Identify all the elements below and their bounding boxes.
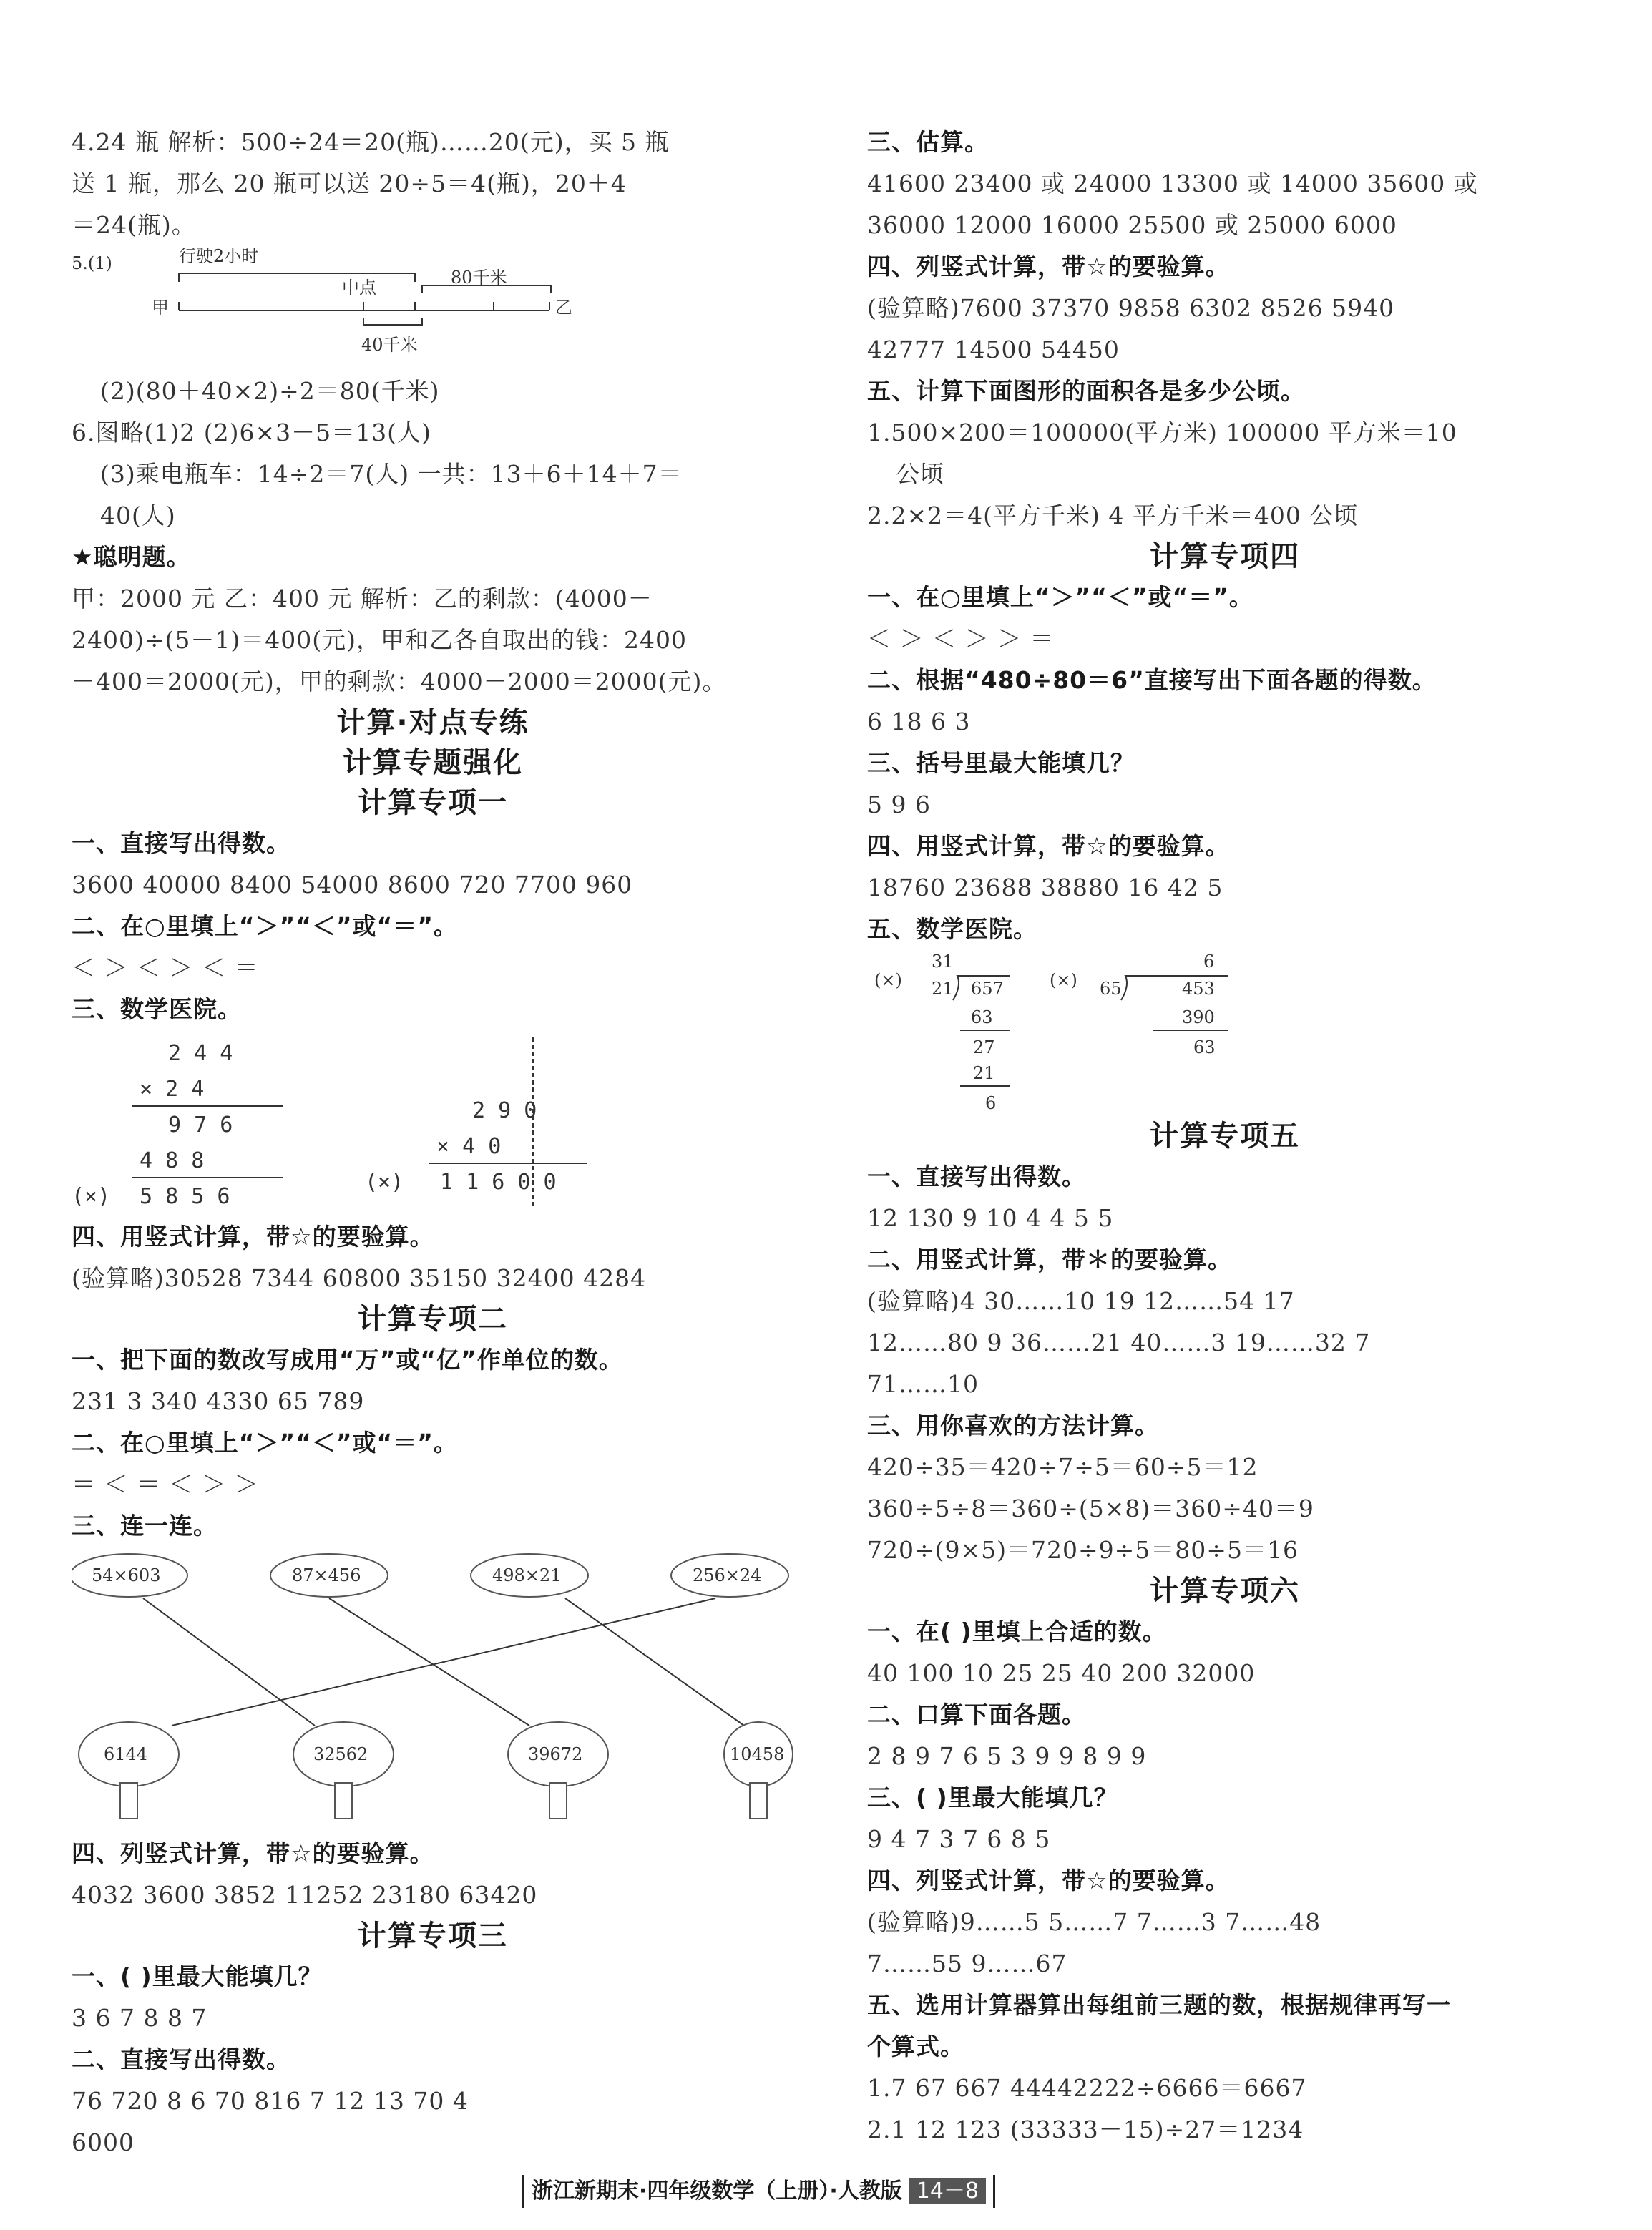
question-heading: 一、在( )里填上合适的数。 xyxy=(867,1618,1167,1645)
answer-line: 420÷35＝420÷7÷5＝60÷5＝12 xyxy=(867,1453,1258,1481)
step-value: 21 xyxy=(973,1063,995,1083)
question-heading: 二、在○里填上“＞”“＜”或“＝”。 xyxy=(72,1429,458,1457)
tree-label: 32562 xyxy=(313,1744,368,1764)
section-title: 计算专项一 xyxy=(358,786,508,819)
section-title: 计算·对点专练 xyxy=(336,706,529,739)
question-heading: 一、直接写出得数。 xyxy=(72,829,290,857)
quotient: 31 xyxy=(932,952,954,972)
page-number: 14－8 xyxy=(909,2178,986,2204)
cloud-label: 54×603 xyxy=(92,1565,161,1585)
right-column xyxy=(867,122,1583,2151)
tree-icon xyxy=(508,1722,608,1819)
page-footer xyxy=(522,2175,995,2208)
answer-line: 4032 3600 3852 11252 23180 63420 xyxy=(72,1881,538,1909)
calc-row: 5 8 5 6 xyxy=(140,1184,230,1209)
diagram-mid-label: 中点 xyxy=(342,278,376,298)
divisor: 21 xyxy=(932,979,954,999)
quotient: 6 xyxy=(1203,952,1215,972)
question-heading: 三、连一连。 xyxy=(72,1512,218,1540)
answer-line: 7……55 9……67 xyxy=(867,1950,1067,1977)
match-line xyxy=(329,1598,529,1726)
step-value: 27 xyxy=(973,1037,995,1057)
question-heading: 一、( )里最大能填几？ xyxy=(72,1962,323,1990)
question-heading: 三、括号里最大能填几？ xyxy=(867,749,1135,777)
question-heading: 二、口算下面各题。 xyxy=(867,1701,1086,1728)
question-heading: 五、计算下面图形的面积各是多少公顷。 xyxy=(867,377,1305,405)
question-heading: 三、用你喜欢的方法计算。 xyxy=(867,1412,1159,1439)
answer-line: 2400)÷(5－1)＝400(元)，甲和乙各自取出的钱：2400 xyxy=(72,626,687,654)
question-heading: 三、数学医院。 xyxy=(72,995,242,1023)
error-mark: (×) xyxy=(874,970,902,990)
answer-line: 2 8 9 7 6 5 3 9 9 8 9 9 xyxy=(867,1742,1147,1770)
math-hospital-figure xyxy=(72,1030,794,1216)
calc-row: 2 4 4 xyxy=(168,1041,233,1066)
diagram-40km-label: 40千米 xyxy=(361,335,418,355)
vertical-multiplication-svg xyxy=(72,1030,715,1216)
cloud-icon xyxy=(671,1554,788,1597)
match-line xyxy=(172,1598,715,1726)
answer-line: 40 100 10 25 25 40 200 32000 xyxy=(867,1659,1256,1687)
section-title: 计算专项六 xyxy=(1150,1575,1300,1608)
tree-icon xyxy=(724,1722,793,1819)
answer-line: 9 4 7 3 7 6 8 5 xyxy=(867,1825,1051,1853)
match-line xyxy=(143,1598,315,1726)
tree-label: 39672 xyxy=(528,1744,583,1764)
question-heading: 四、列竖式计算，带☆的要验算。 xyxy=(867,1867,1230,1894)
matching-figure xyxy=(72,1547,794,1833)
answer-line: 公顷 xyxy=(896,460,944,488)
answer-line: 12 130 9 10 4 4 5 5 xyxy=(867,1204,1114,1232)
answer-line: 2.2×2＝4(平方千米) 4 平方千米＝400 公顷 xyxy=(867,502,1359,529)
answer-line: ＜ ＞ ＜ ＞ ＞ ＝ xyxy=(867,625,1055,652)
question-heading: 一、在○里填上“＞”“＜”或“＝”。 xyxy=(867,583,1253,611)
divisor: 65 xyxy=(1100,979,1122,999)
question-heading: 二、直接写出得数。 xyxy=(72,2045,290,2073)
answer-line: (验算略)4 30……10 19 12……54 17 xyxy=(867,1287,1295,1315)
tree-label: 6144 xyxy=(104,1744,148,1764)
diagram-80km-label: 80千米 xyxy=(451,268,507,288)
question-heading: 五、数学医院。 xyxy=(867,915,1037,943)
matching-svg xyxy=(72,1547,794,1833)
answer-line: 12……80 9 36……21 40……3 19……32 7 xyxy=(867,1329,1371,1356)
answer-line: 甲：2000 元 乙：400 元 解析：乙的剩款：(4000－ xyxy=(72,585,653,612)
diagram-end-b: 乙 xyxy=(555,298,572,318)
answer-line: 42777 14500 54450 xyxy=(867,336,1120,363)
answer-line: ＝24(瓶)。 xyxy=(72,211,196,239)
cloud-icon xyxy=(72,1554,187,1597)
question-heading: 四、列竖式计算，带☆的要验算。 xyxy=(867,253,1230,280)
answer-line: 2.1 12 123 (33333－15)÷27＝1234 xyxy=(867,2116,1304,2143)
section-title: 计算专项三 xyxy=(358,1920,508,1952)
answer-line: 1.7 67 667 44442222÷6666＝6667 xyxy=(867,2074,1307,2102)
question-heading: 一、直接写出得数。 xyxy=(867,1163,1086,1190)
answer-line: 6 18 6 3 xyxy=(867,708,971,735)
segment-diagram xyxy=(72,246,794,371)
answer-line: 71……10 xyxy=(867,1370,979,1398)
question-heading: ★聪明题。 xyxy=(72,543,191,571)
answer-line: 4.24 瓶 解析：500÷24＝20(瓶)……20(元)，买 5 瓶 xyxy=(72,128,670,156)
remainder: 63 xyxy=(1193,1037,1216,1057)
answer-line: 40(人) xyxy=(100,502,176,529)
answer-line: 720÷(9×5)＝720÷9÷5＝80÷5＝16 xyxy=(867,1536,1299,1564)
calc-row: × 2 4 xyxy=(140,1077,205,1102)
answer-line: 231 3 340 4330 65 789 xyxy=(72,1387,365,1415)
answer-line: (验算略)30528 7344 60800 35150 32400 4284 xyxy=(72,1264,647,1292)
section-title: 计算专项四 xyxy=(1150,540,1300,573)
answer-line: 18760 23688 38880 16 42 5 xyxy=(867,874,1223,901)
answer-line: 6000 xyxy=(72,2128,135,2156)
calc-row: 2 9 0 xyxy=(472,1098,537,1123)
answer-line: 76 720 8 6 70 816 7 12 13 70 4 xyxy=(72,2087,469,2115)
long-division-figure xyxy=(867,950,1583,1116)
tree-label: 10458 xyxy=(730,1744,785,1764)
error-mark: (×) xyxy=(72,1184,111,1209)
drive-brace xyxy=(179,273,415,282)
step-value: 63 xyxy=(971,1007,993,1027)
question-heading: 二、根据“480÷80＝6”直接写出下面各题的得数。 xyxy=(867,666,1437,694)
calc-row: 1 1 6 0 0 xyxy=(440,1170,557,1195)
calc-row: 4 8 8 xyxy=(140,1148,205,1173)
answer-line: 1.500×200＝100000(平方米) 100000 平方米＝10 xyxy=(867,419,1457,446)
answer-line: 3 6 7 8 8 7 xyxy=(72,2004,207,2032)
match-line xyxy=(565,1598,744,1726)
question-heading: 二、在○里填上“＞”“＜”或“＝”。 xyxy=(72,912,458,940)
dividend: 657 xyxy=(971,979,1004,999)
question-heading: 二、用竖式计算，带＊的要验算。 xyxy=(867,1246,1232,1273)
cloud-icon xyxy=(471,1554,588,1597)
question-heading: 四、用竖式计算，带☆的要验算。 xyxy=(72,1223,434,1251)
long-division-svg xyxy=(867,950,1583,1116)
cloud-icon xyxy=(270,1554,388,1597)
answer-line: ＜ ＞ ＜ ＞ ＜ ＝ xyxy=(72,954,259,982)
answer-line: 3600 40000 8400 54000 8600 720 7700 960 xyxy=(72,871,633,899)
tree-icon xyxy=(293,1722,394,1819)
footer-title: 浙江新期末·四年级数学（上册）·人教版 xyxy=(532,2178,902,2204)
dividend: 453 xyxy=(1182,979,1215,999)
cloud-label: 498×21 xyxy=(492,1565,562,1585)
answer-line: (验算略)9……5 5……7 7……3 7……48 xyxy=(867,1908,1321,1936)
calc-row: × 4 0 xyxy=(436,1134,502,1159)
cloud-label: 87×456 xyxy=(292,1565,361,1585)
cloud-label: 256×24 xyxy=(693,1565,762,1585)
answer-line: (2)(80＋40×2)÷2＝80(千米) xyxy=(100,377,440,405)
answer-line: 360÷5÷8＝360÷(5×8)＝360÷40＝9 xyxy=(867,1495,1314,1522)
question-heading: 五、选用计算器算出每组前三题的数，根据规律再写一 xyxy=(867,1991,1451,2019)
km40-brace xyxy=(363,318,422,325)
error-mark: (×) xyxy=(1050,970,1077,990)
answer-line: (3)乘电瓶车：14÷2＝7(人) 一共：13＋6＋14＋7＝ xyxy=(100,460,683,488)
question-heading: 四、列竖式计算，带☆的要验算。 xyxy=(72,1839,434,1867)
answer-line: －400＝2000(元)，甲的剩款：4000－2000＝2000(元)。 xyxy=(72,667,727,695)
diagram-start-a: 甲 xyxy=(152,298,169,318)
diagram-label: 5.(1) xyxy=(72,253,112,273)
section-title: 计算专项二 xyxy=(358,1303,508,1336)
question-heading: 三、( )里最大能填几？ xyxy=(867,1784,1118,1811)
question-heading: 三、估算。 xyxy=(867,128,989,156)
question-heading: 个算式。 xyxy=(867,2033,964,2060)
segment-diagram-svg xyxy=(72,246,715,371)
calc-row: 9 7 6 xyxy=(168,1112,233,1138)
answer-line: 送 1 瓶，那么 20 瓶可以送 20÷5＝4(瓶)，20＋4 xyxy=(72,170,627,197)
answer-line: 36000 12000 16000 25500 或 25000 6000 xyxy=(867,211,1397,239)
tree-icon xyxy=(79,1722,179,1819)
step-value: 390 xyxy=(1182,1007,1215,1027)
answer-line: ＝ ＜ ＝ ＜ ＞ ＞ xyxy=(72,1470,259,1498)
section-title: 计算专题强化 xyxy=(343,746,523,779)
answer-line: (验算略)7600 37370 9858 6302 8526 5940 xyxy=(867,294,1395,322)
question-heading: 一、把下面的数改写成用“万”或“亿”作单位的数。 xyxy=(72,1346,623,1374)
answer-line: 6.图略(1)2 (2)6×3－5＝13(人) xyxy=(72,419,431,446)
left-column xyxy=(72,122,794,2163)
answer-line: 5 9 6 xyxy=(867,791,931,818)
answer-line: 41600 23400 或 24000 13300 或 14000 35600 或 xyxy=(867,170,1478,197)
remainder: 6 xyxy=(985,1093,997,1113)
question-heading: 四、用竖式计算，带☆的要验算。 xyxy=(867,832,1230,860)
section-title: 计算专项五 xyxy=(1150,1120,1300,1153)
diagram-drive-label: 行驶2小时 xyxy=(179,246,259,266)
error-mark: (×) xyxy=(365,1170,404,1195)
